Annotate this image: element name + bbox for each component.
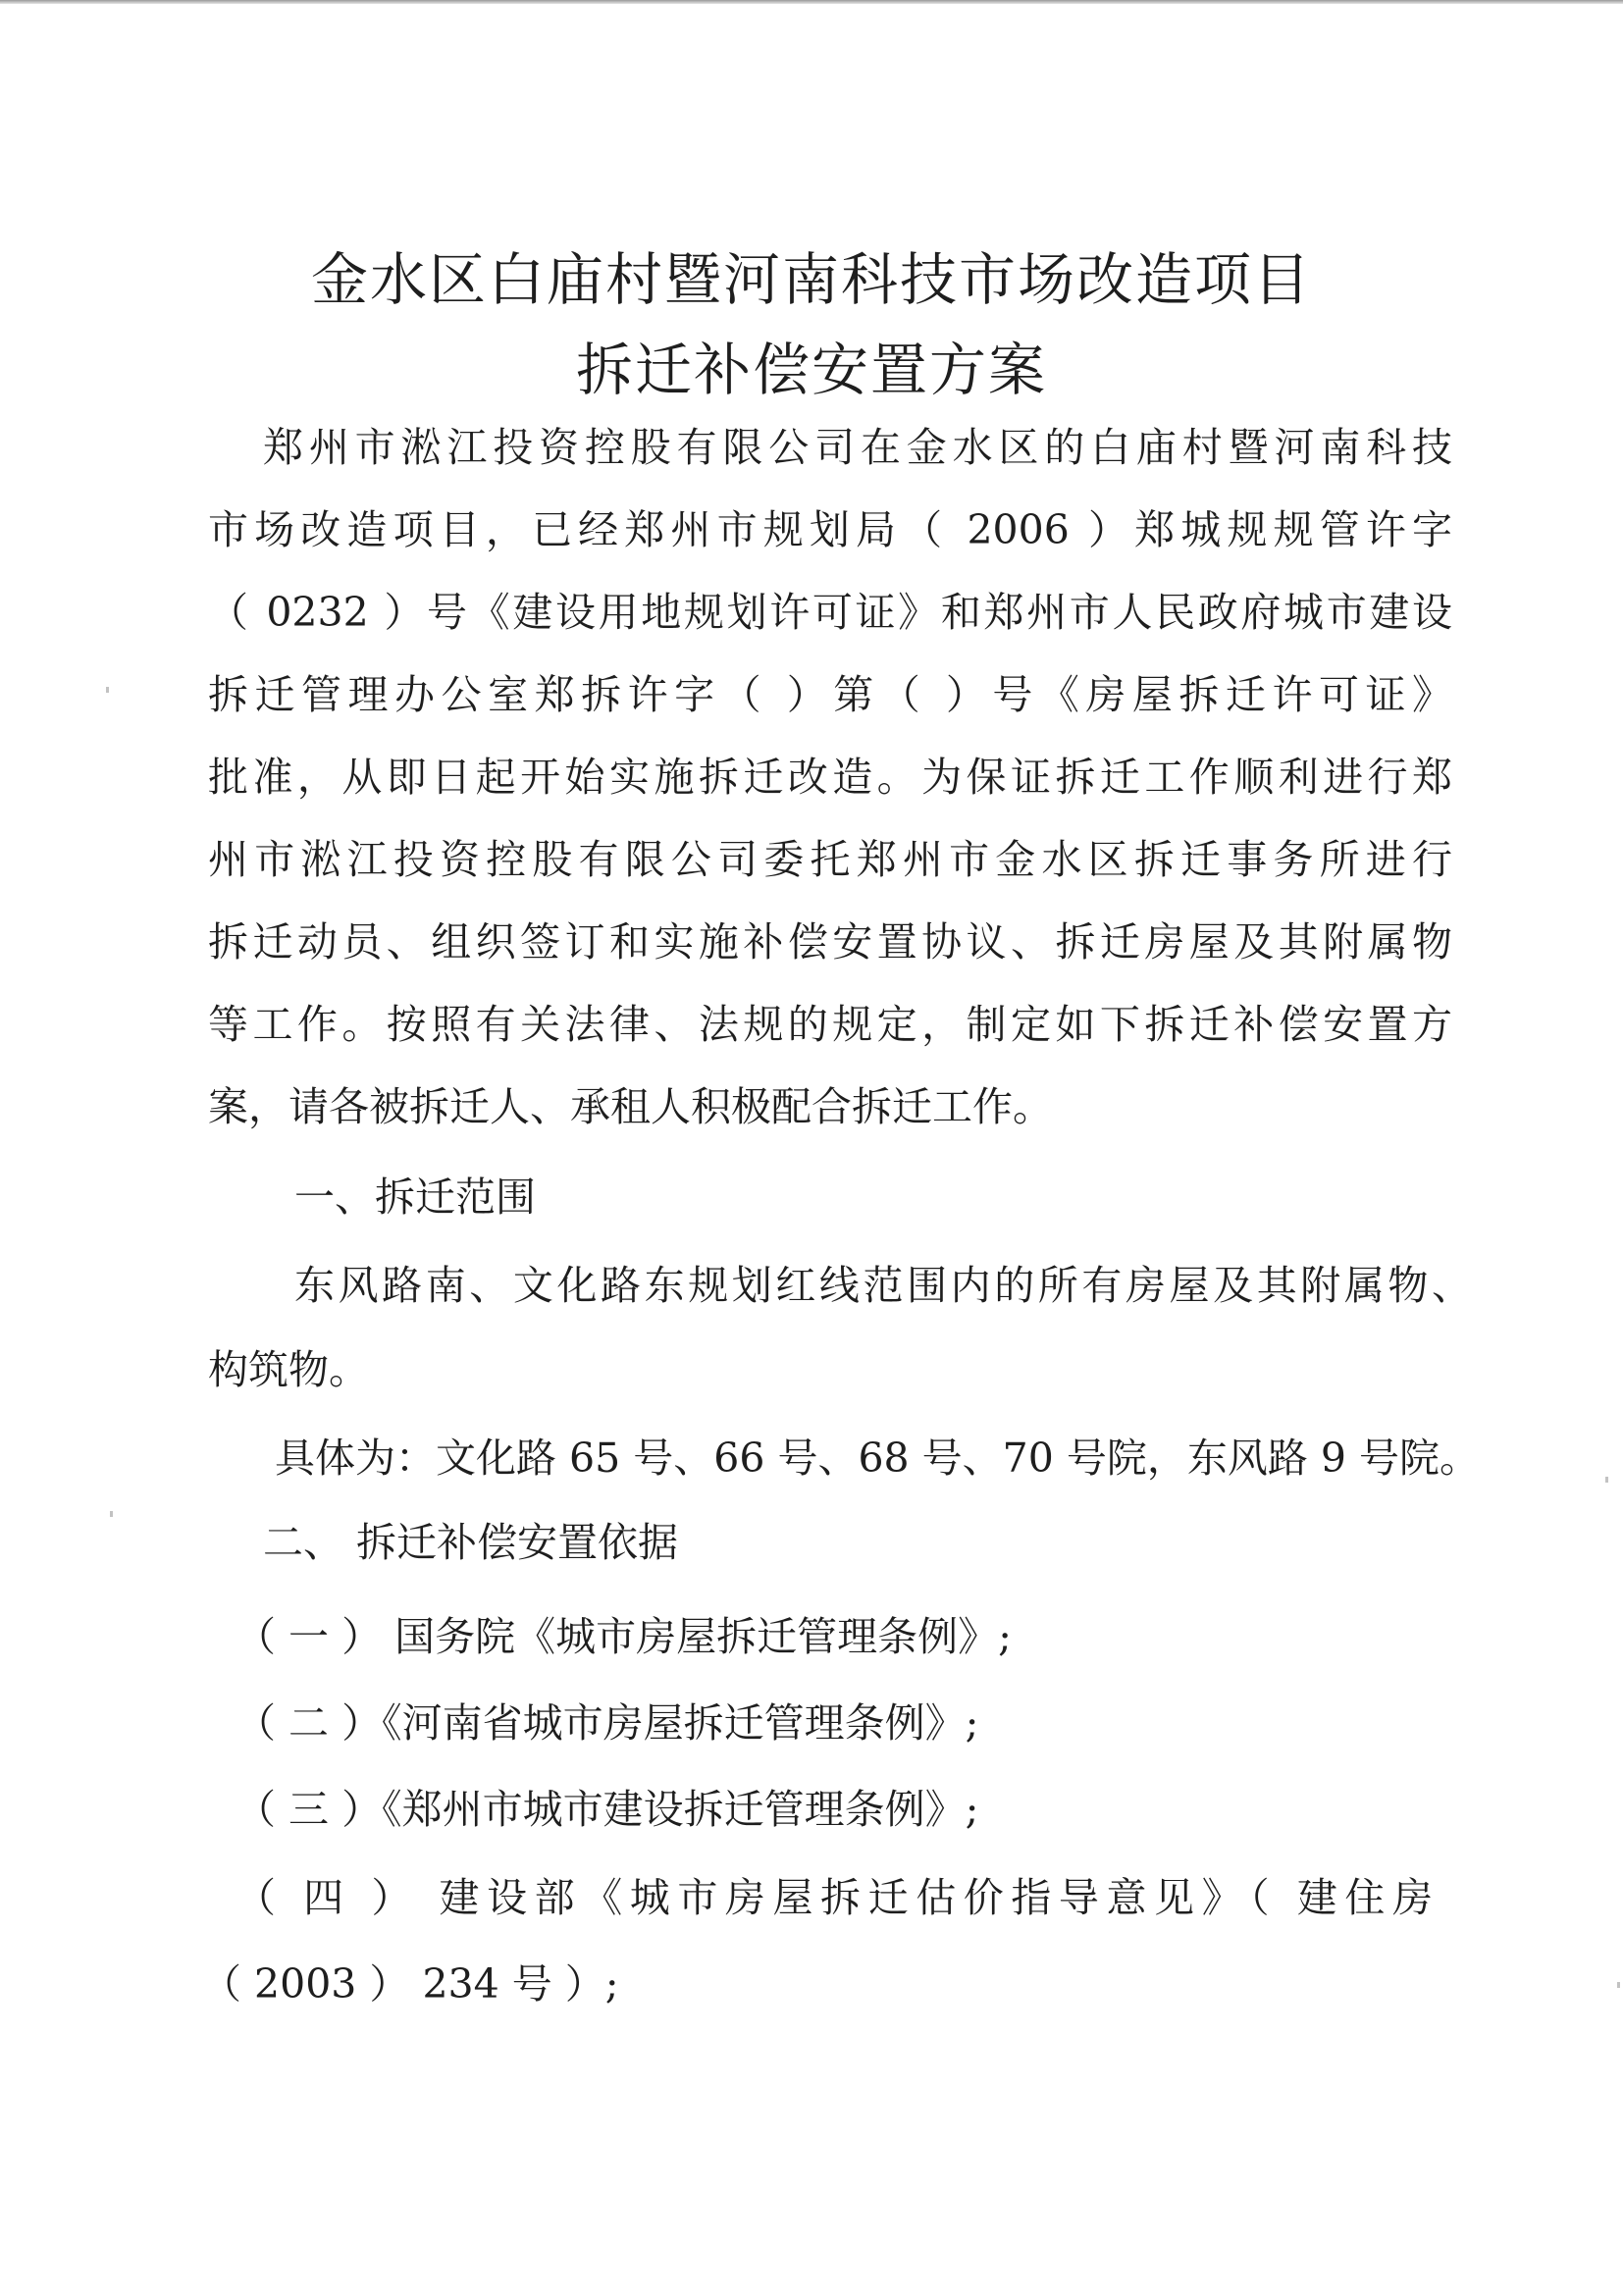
section-1-heading: 一、拆迁范围 (294, 1174, 536, 1221)
basis-item-2: （ 二 ）《河南省城市房屋拆迁管理条例》; (236, 1699, 979, 1747)
document-title-line-1: 金水区白庙村暨河南科技市场改造项目 (310, 246, 1312, 313)
basis-item-4-continued: （ 2003 ） 234 号 ）; (201, 1960, 619, 2008)
basis-item-4: （ 四 ） 建设部《城市房屋拆迁估价指导意见》（ 建住房 (236, 1874, 1433, 1921)
section-1-line-1: 东风路南、文化路东规划红线范围内的所有房屋及其附属物、 (294, 1262, 1472, 1309)
intro-line-8: 等工作。按照有关法律、法规的规定，制定如下拆迁补偿安置方 (208, 1001, 1452, 1048)
intro-line-2: 市场改造项目，已经郑州市规划局（ 2006 ）郑城规规管许字 (208, 506, 1452, 553)
basis-item-3: （ 三 ）《郑州市城市建设拆迁管理条例》; (236, 1786, 979, 1833)
scan-speck (1605, 1477, 1608, 1483)
section-1-line-2: 构筑物。 (208, 1346, 369, 1393)
section-1-line-3: 具体为：文化路 65 号、66 号、68 号、70 号院，东风路 9 号院。 (275, 1435, 1480, 1482)
intro-line-9: 案，请各被拆迁人、承租人积极配合拆迁工作。 (208, 1083, 1053, 1130)
intro-line-4: 拆迁管理办公室郑拆许字（ ）第（ ）号《房屋拆迁许可证》 (208, 671, 1452, 718)
scan-speck (1617, 1982, 1620, 1988)
section-2-heading: 二、 拆迁补偿安置依据 (263, 1519, 679, 1566)
intro-line-7: 拆迁动员、组织签订和实施补偿安置协议、拆迁房屋及其附属物 (208, 918, 1452, 965)
document-title-line-2: 拆迁补偿安置方案 (575, 337, 1047, 403)
intro-line-6: 州市淞江投资控股有限公司委托郑州市金水区拆迁事务所进行 (208, 836, 1452, 883)
scan-speck (110, 1511, 113, 1517)
intro-line-1: 郑州市淞江投资控股有限公司在金水区的白庙村暨河南科技 (263, 424, 1452, 471)
basis-item-1: （ 一 ） 国务院《城市房屋拆迁管理条例》; (236, 1613, 1012, 1660)
intro-line-3: （ 0232 ）号《建设用地规划许可证》和郑州市人民政府城市建设 (208, 589, 1452, 636)
scan-speck (106, 687, 109, 693)
intro-line-5: 批准，从即日起开始实施拆迁改造。为保证拆迁工作顺利进行郑 (208, 754, 1452, 801)
